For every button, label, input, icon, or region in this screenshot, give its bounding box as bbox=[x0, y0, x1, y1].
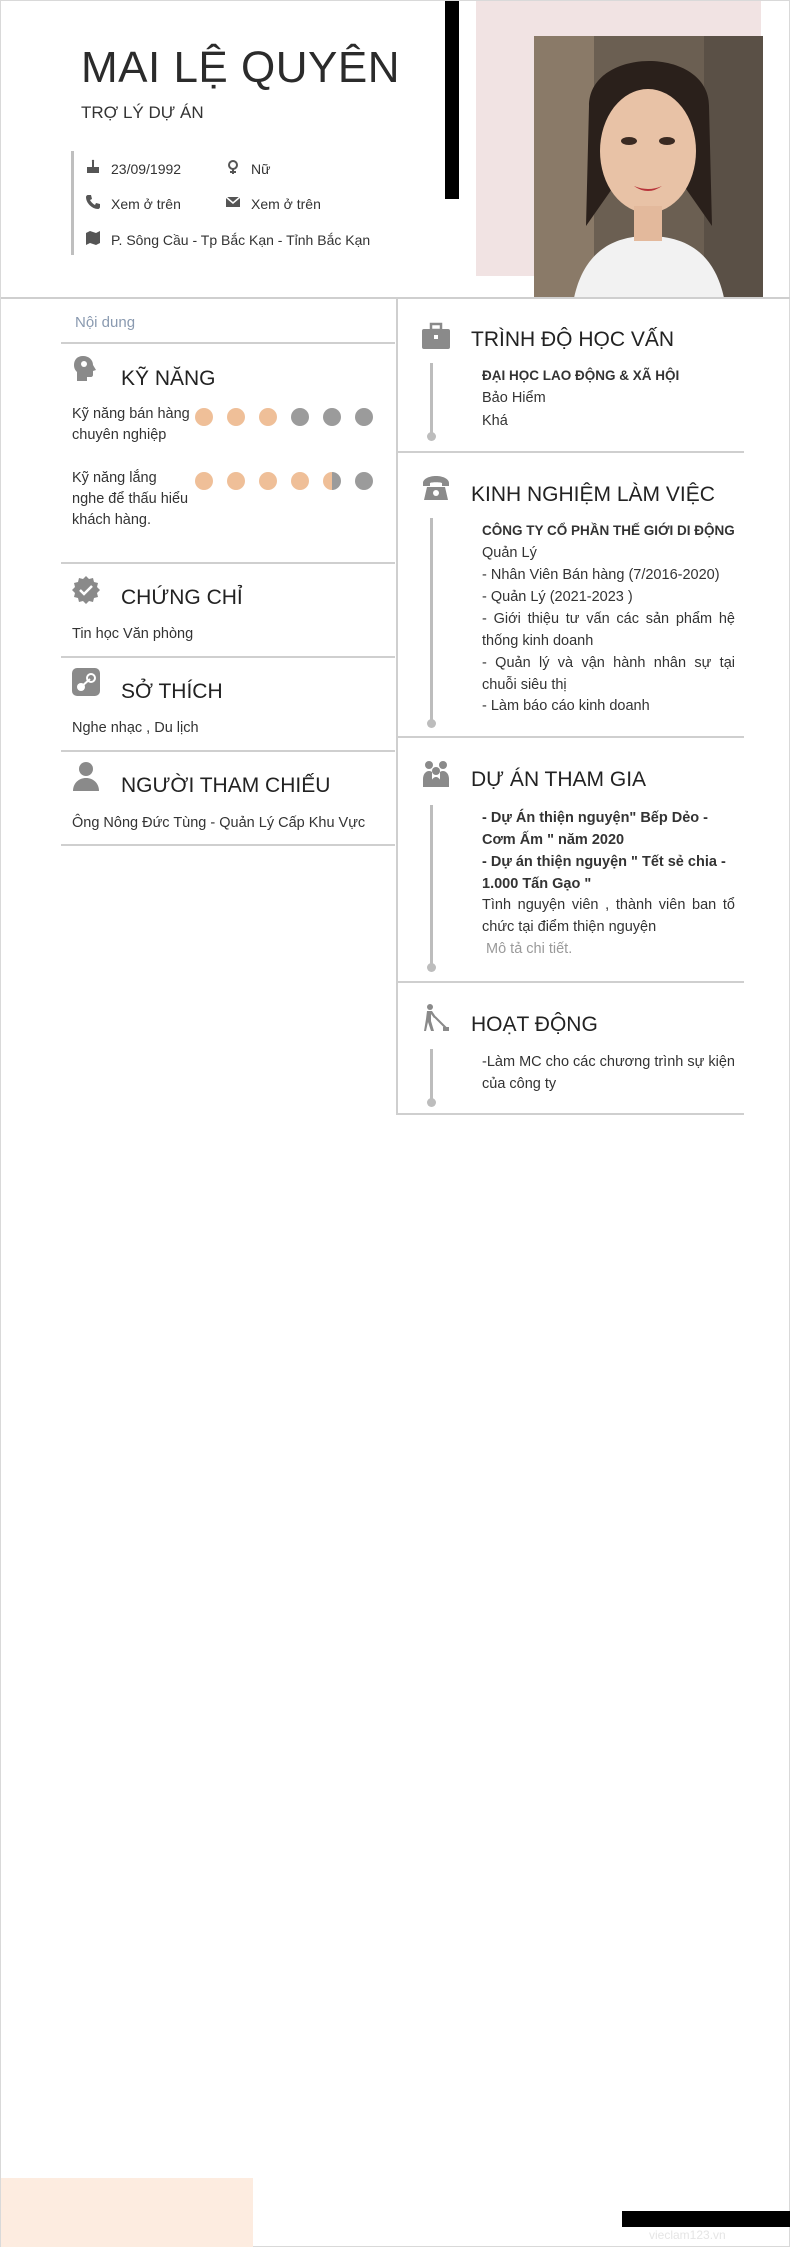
activities-text: -Làm MC cho các chương trình sự kiện của công ty bbox=[482, 1054, 735, 1092]
rating-dot bbox=[323, 472, 341, 490]
education-title: TRÌNH ĐỘ HỌC VẤN bbox=[471, 328, 675, 351]
timeline bbox=[430, 1049, 433, 1103]
timeline bbox=[430, 518, 433, 724]
education-school: ĐẠI HỌC LAO ĐỘNG & XÃ HỘI bbox=[482, 368, 680, 383]
rating-dot bbox=[259, 472, 277, 490]
projects-title: DỰ ÁN THAM GIA bbox=[471, 768, 647, 791]
head-gear-icon bbox=[71, 354, 101, 384]
candidate-position: TRỢ LÝ DỰ ÁN bbox=[81, 103, 204, 122]
divider bbox=[396, 451, 744, 453]
map-icon bbox=[85, 230, 101, 249]
timeline bbox=[430, 805, 433, 968]
divider bbox=[396, 736, 744, 738]
email-item bbox=[225, 194, 321, 213]
footer-peach-block bbox=[1, 2178, 253, 2247]
experience-line: - Quản lý và vận hành nhân sự tại chuỗi siêu thị bbox=[482, 655, 735, 693]
rating-dot bbox=[259, 408, 277, 426]
birthday-item bbox=[85, 159, 181, 178]
rating-dot bbox=[227, 408, 245, 426]
skills-title: KỸ NĂNG bbox=[121, 367, 216, 390]
experience-title: KINH NGHIỆM LÀM VIỆC bbox=[471, 483, 715, 506]
telephone-icon bbox=[421, 473, 451, 503]
divider bbox=[61, 562, 395, 564]
rating-dot bbox=[195, 408, 213, 426]
email-icon bbox=[225, 194, 241, 213]
briefcase-icon bbox=[421, 321, 451, 351]
experience-line: - Quản Lý (2021-2023 ) bbox=[482, 589, 633, 605]
activities-title: HOẠT ĐỘNG bbox=[471, 1013, 598, 1036]
certificates-title: CHỨNG CHỈ bbox=[121, 586, 243, 609]
skill-rating bbox=[195, 472, 373, 490]
references-title: NGƯỜI THAM CHIẾU bbox=[121, 774, 331, 797]
education-grade: Khá bbox=[482, 413, 508, 429]
skill-label: Kỹ năng bán hàng chuyên nghiệp bbox=[72, 406, 190, 443]
divider bbox=[396, 1113, 744, 1115]
rating-dot bbox=[195, 472, 213, 490]
timeline bbox=[430, 363, 433, 437]
project-item: - Dự án thiện nguyện " Tết sẻ chia - 1.000 Tấn Gạo " bbox=[482, 854, 726, 892]
experience-line: - Làm báo cáo kinh doanh bbox=[482, 698, 650, 714]
menu-label: Nội dung bbox=[75, 314, 136, 331]
address-text: P. Sông Cầu - Tp Bắc Kạn - Tỉnh Bắc Kạn bbox=[111, 231, 371, 248]
project-role: Tình nguyện viên , thành viên ban tổ chức tại điểm thiện nguyện bbox=[482, 897, 735, 935]
project-item: - Dự Án thiện nguyện" Bếp Dẻo - Cơm Ấm " năm 2020 bbox=[482, 810, 709, 848]
experience-role: Quản Lý bbox=[482, 545, 537, 561]
worker-icon bbox=[421, 1003, 451, 1033]
divider bbox=[61, 750, 395, 752]
profile-photo bbox=[534, 36, 763, 298]
email-text: Xem ở trên bbox=[251, 195, 321, 212]
phone-icon bbox=[85, 194, 101, 213]
rating-dot bbox=[355, 408, 373, 426]
experience-company: CÔNG TY CỔ PHẦN THẾ GIỚI DI ĐỘNG bbox=[482, 523, 735, 538]
skill-rating bbox=[195, 408, 373, 426]
candidate-name: MAI LỆ QUYÊN bbox=[81, 43, 400, 92]
project-details-link[interactable]: Mô tả chi tiết. bbox=[486, 941, 573, 957]
rating-dot bbox=[323, 408, 341, 426]
phone-item bbox=[85, 194, 181, 213]
divider bbox=[61, 656, 395, 658]
steam-icon bbox=[71, 667, 101, 697]
rating-dot bbox=[291, 408, 309, 426]
address-item bbox=[85, 230, 370, 249]
cake-icon bbox=[85, 159, 101, 178]
skill-label: Kỹ năng lắng nghe để thấu hiểu khách hàng. bbox=[72, 470, 189, 528]
experience-line: - Giới thiệu tư vấn các sản phẩm hệ thống kinh doanh bbox=[482, 611, 735, 649]
footer-black-bar bbox=[622, 2211, 790, 2227]
rating-dot bbox=[355, 472, 373, 490]
references-text: Ông Nông Đức Tùng - Quản Lý Cấp Khu Vực bbox=[72, 815, 366, 831]
hobbies-title: SỞ THÍCH bbox=[121, 680, 223, 703]
divider bbox=[61, 342, 395, 344]
header-black-bar bbox=[445, 1, 459, 199]
certificates-text: Tin học Văn phòng bbox=[72, 626, 194, 642]
hobbies-text: Nghe nhạc , Du lịch bbox=[72, 720, 199, 736]
group-icon bbox=[421, 759, 451, 789]
gender-item bbox=[225, 159, 270, 178]
rating-dot bbox=[227, 472, 245, 490]
birthday-text: 23/09/1992 bbox=[111, 160, 182, 177]
watermark: vieclam123.vn bbox=[649, 2228, 726, 2242]
rating-dot bbox=[291, 472, 309, 490]
phone-text: Xem ở trên bbox=[111, 195, 181, 212]
user-icon bbox=[71, 761, 101, 791]
gender-text: Nữ bbox=[251, 160, 271, 177]
divider bbox=[61, 844, 395, 846]
divider bbox=[396, 981, 744, 983]
experience-line: - Nhân Viên Bán hàng (7/2016-2020) bbox=[482, 567, 720, 583]
education-major: Bảo Hiểm bbox=[482, 390, 546, 406]
gender-icon bbox=[225, 159, 241, 178]
certificate-icon bbox=[71, 575, 101, 605]
